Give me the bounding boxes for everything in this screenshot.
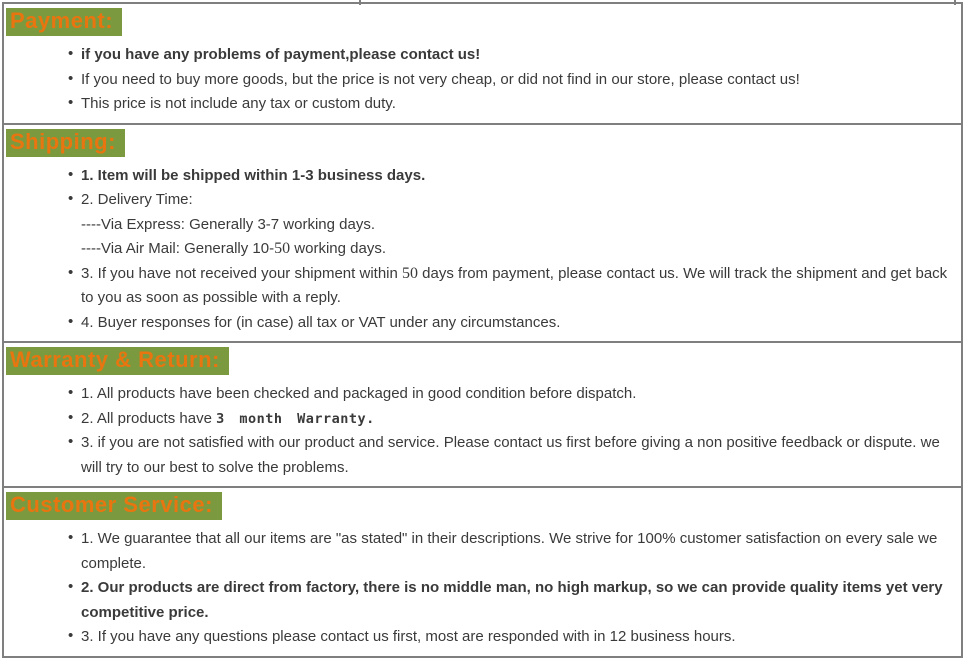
text-segment: This price is not include any tax or custom duty. xyxy=(81,95,396,112)
bullet-dot: • xyxy=(68,578,74,595)
list-item xyxy=(68,527,949,576)
sections xyxy=(0,2,970,658)
text-segment: 1. Item will be shipped within 1-3 business days. xyxy=(81,166,426,184)
section-title-payment: Payment: xyxy=(6,8,122,36)
list-item xyxy=(68,68,949,93)
list-item xyxy=(68,92,949,117)
bullet-dot: • xyxy=(68,190,74,207)
text-segment: days from payment, please contact us. We will track the shipment and get back to you as soon as possible with a reply. xyxy=(81,264,948,306)
bullet-dot: • xyxy=(68,165,74,183)
item-list-customer-service xyxy=(4,527,961,650)
bullet-dot: • xyxy=(68,263,74,281)
text-segment: 2. Delivery Time: xyxy=(81,191,193,208)
table-column-divider-tick xyxy=(954,0,956,5)
bullet-dot: • xyxy=(68,94,74,111)
list-item xyxy=(68,188,949,213)
text-segment: 3. If you have any questions please contact us first, most are responded with in 12 business hours. xyxy=(81,628,736,645)
text-segment: If you need to buy more goods, but the price is not very cheap, or did not find in our store, please contact us! xyxy=(81,70,800,88)
list-item xyxy=(68,407,949,432)
text-segment: 50 xyxy=(274,240,291,257)
text-segment: ----Via Air Mail: Generally 10- xyxy=(81,240,275,257)
text-segment: ----Via Express: Generally 3-7 working days. xyxy=(81,215,375,233)
list-item xyxy=(68,431,949,480)
list-item xyxy=(68,382,949,407)
bullet-dot: • xyxy=(68,627,74,644)
text-segment: 3. if you are not satisfied with our product and service. Please contact us first before giving a non positive feedback or dispute. we will try to our best to solve the problems. xyxy=(81,434,940,476)
section-shipping xyxy=(2,125,963,344)
item-list-warranty-return xyxy=(4,382,961,480)
section-customer-service xyxy=(2,488,963,658)
bullet-dot: • xyxy=(68,408,74,426)
text-segment: working days. xyxy=(290,240,386,257)
section-payment xyxy=(2,2,963,125)
text-segment: 3 month Warranty. xyxy=(216,410,375,427)
text-segment: 4. Buyer responses for (in case) all tax or VAT under any circumstances. xyxy=(81,313,561,331)
table-column-divider-tick xyxy=(359,0,361,5)
text-segment: 3. If you have not received your shipment within xyxy=(81,264,403,282)
list-item xyxy=(68,262,949,311)
bullet-dot: • xyxy=(68,384,74,401)
list-item xyxy=(68,43,949,68)
list-subline xyxy=(68,237,949,262)
text-segment: 2. All products have xyxy=(81,409,217,427)
section-warranty-return xyxy=(2,343,963,488)
text-segment: 50 xyxy=(402,264,419,282)
bullet-dot: • xyxy=(68,433,74,450)
bullet-dot: • xyxy=(68,529,74,546)
list-item xyxy=(68,311,949,336)
section-title-warranty-return: Warranty & Return: xyxy=(6,347,229,375)
item-list-payment xyxy=(4,43,961,117)
list-item xyxy=(68,164,949,189)
text-segment: 1. All products have been checked and packaged in good condition before dispatch. xyxy=(81,385,637,402)
item-list-shipping xyxy=(4,164,961,336)
bullet-dot: • xyxy=(68,312,74,330)
list-item xyxy=(68,576,949,625)
text-segment: 1. We guarantee that all our items are "as stated" in their descriptions. We strive for 100% customer satisfaction on every sale we complete. xyxy=(81,530,938,572)
section-title-customer-service: Customer Service: xyxy=(6,492,222,520)
text-segment: if you have any problems of payment,please contact us! xyxy=(81,46,481,63)
bullet-dot: • xyxy=(68,45,74,62)
bullet-dot: • xyxy=(68,69,74,87)
text-segment: 2. Our products are direct from factory, there is no middle man, no high markup, so we can provide quality items yet very competitive price. xyxy=(81,579,943,621)
list-subline xyxy=(68,213,949,238)
section-title-shipping: Shipping: xyxy=(6,129,125,157)
list-item xyxy=(68,625,949,650)
